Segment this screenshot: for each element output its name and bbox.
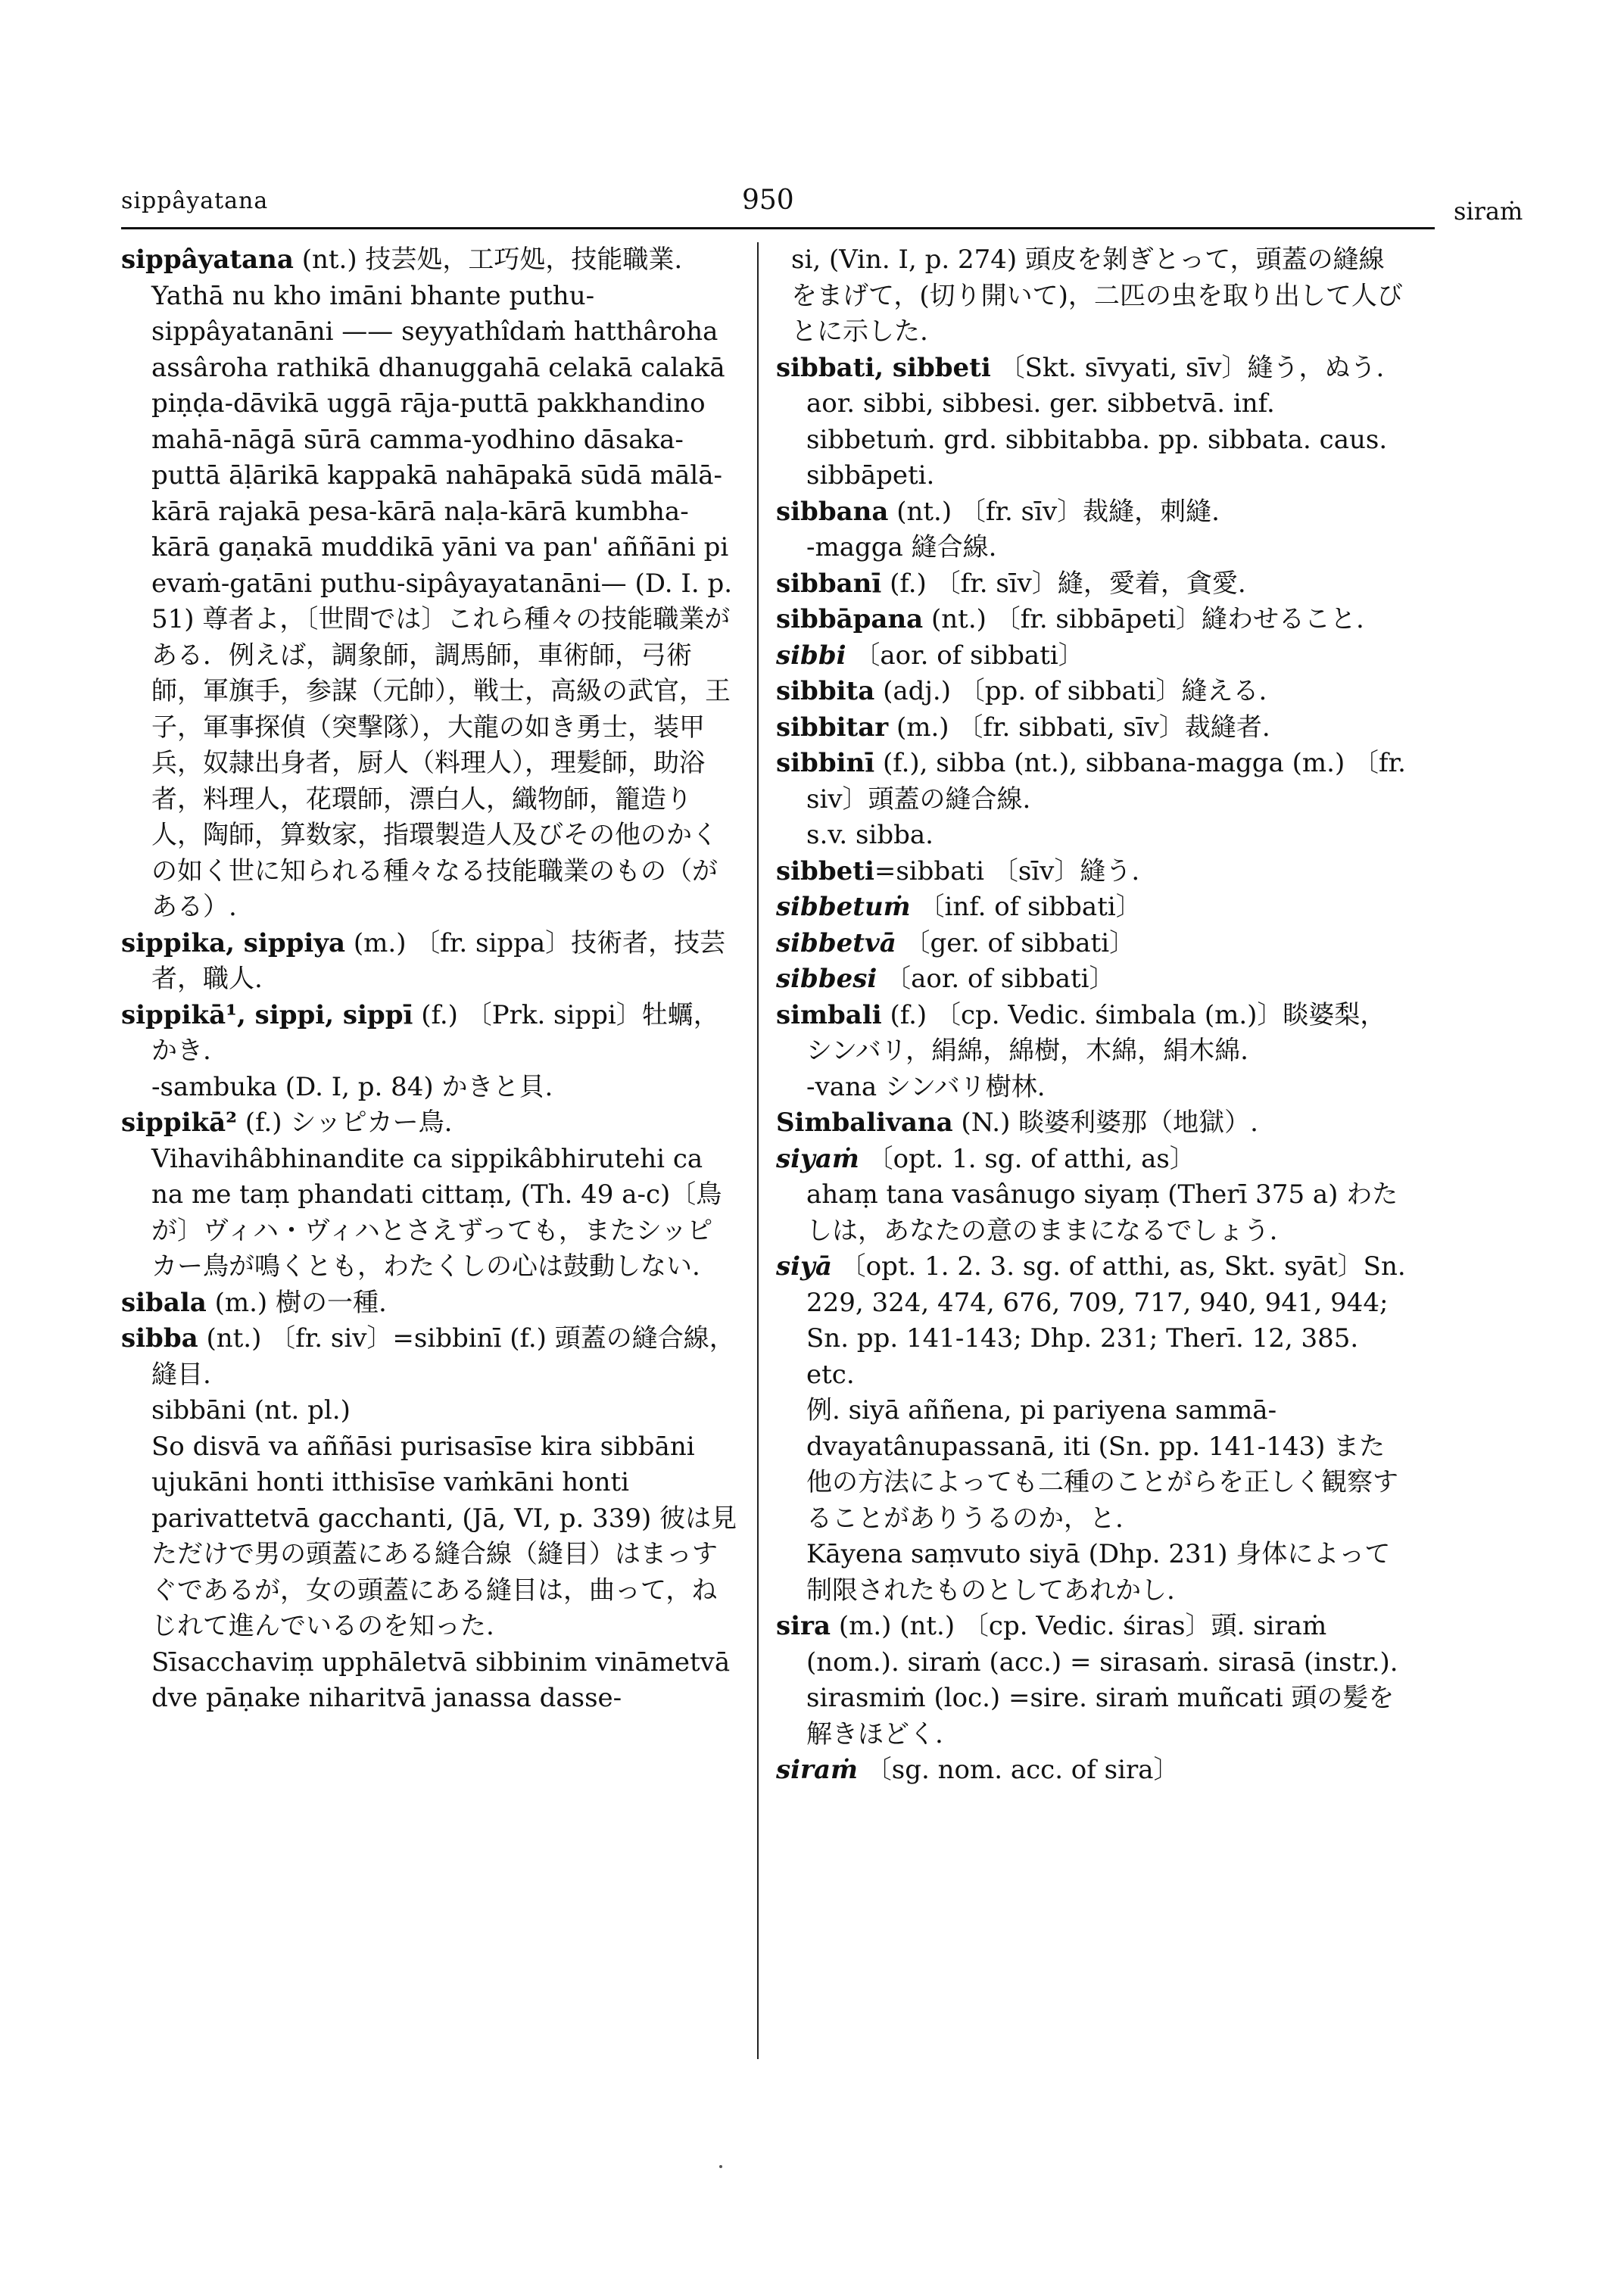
page-number: 950 (742, 185, 794, 216)
headword: sibbesi (776, 964, 877, 994)
continuation: si, (Vin. I, p. 274) 頭皮を剝ぎとって，頭蓋の縫線をまげて，(切り開いて)，二匹の虫を取り出して人びとに示した. (791, 245, 1403, 347)
headword: sibbetvā (776, 927, 896, 958)
subentry: -sambuka (D. I, p. 84) かきと貝. (151, 1071, 553, 1102)
definition: (m.) 〔fr. sibbati, sīv〕裁縫者. (888, 712, 1270, 743)
subentry: s.v. sibba. (806, 820, 934, 850)
subentry: -magga 縫合線. (806, 532, 997, 562)
entry (776, 710, 1408, 746)
headword: sibbana (776, 496, 889, 527)
entry (776, 602, 1408, 638)
headword: sibbi (776, 640, 846, 671)
subentry: sibbāni (nt. pl.) (151, 1395, 351, 1425)
entry (121, 1321, 738, 1393)
subentry: -vana シンバリ樹林. (806, 1071, 1046, 1102)
entry (776, 674, 1408, 710)
entry (776, 566, 1408, 603)
definition: 〔aor. of sibbati〕 (846, 640, 1084, 671)
headword: sippikā¹, sippi, sippī (121, 999, 413, 1030)
definition: 〔opt. 1. sg. of atthi, as〕 (859, 1143, 1195, 1174)
definition: (f.) シッピカー鳥. (237, 1108, 453, 1138)
example: Yathā nu kho imāni bhante puthu-sippâyatanāni —— seyyathîdaṁ hatthâroha assâroha rathikā dhanuggahā celakā calakā piṇḍa-dāvikā uggā rāja-puttā pakkhandino mahā-nāgā sūrā camma-yodhino dāsaka-puttā āḷārikā kappakā nahāpakā sūdā mālā-kārā rajakā pesa-kārā naḷa-kārā kumbha-kārā gaṇakā muddikā yāni va pan' aññāni pi evaṁ-gatāni puthu-sipâyayatanāni— (D. I. p. 51) 尊者よ，〔世間では〕これら種々の技能職業がある．例えば，調象師，調馬師，車術師，弓術師，軍旗手，参謀（元帥），戦士，高級の武官，王子，軍事探偵（突撃隊），大龍の如き勇士，装甲兵，奴隷出身者，厨人（料理人），理髪師，助浴者，料理人，花環師，漂白人，織物師，籠造り人，陶師，算数家，指環製造人及びその他のかくの如く世に知られる種々なる技能職業のもの（がある）. (151, 280, 733, 922)
entry (776, 889, 1408, 926)
definition: 〔sg. nom. acc. of sira〕 (857, 1755, 1180, 1785)
header-right-guideword: siraṁ (1454, 197, 1523, 226)
headword: sibbati, sibbeti (776, 352, 991, 383)
definition: (nt.) 〔fr. sibbāpeti〕縫わせること. (923, 604, 1364, 634)
entry (776, 926, 1408, 962)
definition: (adj.) 〔pp. of sibbati〕縫える. (874, 676, 1267, 706)
headword: Simbalivana (776, 1108, 953, 1138)
entry (121, 1105, 738, 1142)
entry (776, 494, 1408, 531)
example: ahaṃ tana vasânugo siyaṃ (Therī 375 a) わたしは，あなたの意のままになるでしょう. (806, 1179, 1398, 1246)
definition: (m.) (nt.) 〔cp. Vedic. śiras〕頭. siraṁ (nom.). siraṁ (acc.) = sirasaṁ. sirasā (instr.). sirasmiṁ (loc.) =sire. siraṁ muñcati 頭の髪を解きほどく. (806, 1611, 1398, 1749)
definition: 〔Skt. sīvyati, sīv〕縫う，ぬう. aor. sibbi, sibbesi. ger. sibbetvā. inf. sibbetuṁ. grd. sibbitabba. pp. sibbata. caus. sibbāpeti. (806, 352, 1388, 491)
definition: (m.) 〔fr. sippa〕技術者，技芸者，職人. (151, 927, 726, 994)
definition: (f.) 〔fr. sīv〕縫，愛着，貪愛. (881, 568, 1246, 599)
entry (776, 746, 1408, 818)
headword: sibba (121, 1323, 198, 1354)
column-divider (757, 242, 759, 2059)
definition: 〔aor. of sibbati〕 (877, 964, 1115, 994)
definition: 〔inf. of sibbati〕 (910, 892, 1142, 922)
example: So disvā va aññāsi purisasīse kira sibbāni ujukāni honti itthisīse vaṁkāni honti parivattetvā gacchanti, (Jā, VI, p. 339) 彼は見ただけで男の頭蓋にある縫合線（縫目）はまっすぐであるが，女の頭蓋にある縫目は，曲って，ねじれて進んでいるのを知った. (151, 1431, 737, 1641)
headword: sibbitar (776, 712, 889, 743)
entry (776, 998, 1408, 1070)
headword: sippâyatana (121, 245, 294, 275)
definition: (nt.) 〔fr. sīv〕裁縫，刺縫. (888, 496, 1220, 527)
entry (121, 926, 738, 998)
headword: sibbinī (776, 748, 875, 778)
entry (776, 961, 1408, 998)
scan-speck (719, 2165, 722, 2168)
left-column (121, 242, 738, 1717)
headword: sippika, sippiya (121, 927, 346, 958)
headword: sibbanī (776, 568, 882, 599)
definition: (f.) 〔cp. Vedic. śimbala (m.)〕睒婆梨，シンバリ，絹綿，綿樹，木綿，絹木綿. (806, 999, 1386, 1066)
entry (121, 1285, 738, 1322)
headword: siraṁ (776, 1755, 858, 1785)
headword: siyā (776, 1251, 832, 1282)
entry (776, 350, 1408, 494)
entry (776, 1105, 1408, 1142)
headword: sippikā² (121, 1108, 237, 1138)
definition: (m.) 樹の一種. (206, 1287, 387, 1318)
definition: =sibbati 〔sīv〕縫う. (874, 855, 1140, 886)
header-left-guideword: sippâyatana (121, 188, 269, 214)
headword: simbali (776, 999, 882, 1030)
entry (776, 1752, 1408, 1789)
entry (776, 854, 1408, 890)
definition: (nt.) 技芸処，工巧処，技能職業. (293, 245, 683, 275)
entry (121, 242, 738, 279)
entry (776, 638, 1408, 675)
headword: sibbāpana (776, 604, 924, 634)
definition: (f.) 〔Prk. sippi〕牡蠣，かき. (151, 999, 719, 1066)
headword: sibala (121, 1287, 207, 1318)
headword: sira (776, 1611, 831, 1641)
example: 例. siyā aññena, pi pariyena sammā-dvayatânupassanā, iti (Sn. pp. 141-143) また他の方法によっても二種のことがらを正しく観察することがありうるのか，と. (806, 1395, 1398, 1534)
entry (776, 1609, 1408, 1752)
definition: (nt.) 〔fr. siv〕=sibbinī (f.) 頭蓋の縫合線，縫目. (151, 1323, 735, 1390)
definition: 〔opt. 1. 2. 3. sg. of atthi, as, Skt. syāt〕Sn. 229, 324, 474, 676, 709, 717, 940, 941, 944; Sn. pp. 141-143; Dhp. 231; Therī. 12, 385. etc. (806, 1251, 1406, 1390)
example: Vihavihâbhinandite ca sippikâbhirutehi ca na me taṃ phandati cittaṃ, (Th. 49 a-c)〔鳥が〕ヴィハ・ヴィハとさえずっても，またシッピカー鳥が鳴くとも，わたくしの心は鼓動しない. (151, 1143, 722, 1282)
header-rule (121, 227, 1435, 229)
example: Sīsacchaviṃ upphāletvā sibbinim vināmetvā dve pāṇake niharitvā janassa dasse- (151, 1647, 731, 1713)
headword: sibbetuṁ (776, 892, 911, 922)
definition: (N.) 睒婆利婆那（地獄）. (952, 1108, 1258, 1138)
entry (121, 998, 738, 1070)
entry (776, 1142, 1408, 1178)
page-header (121, 185, 1624, 233)
entry (776, 1249, 1408, 1393)
example: Kāyena saṃvuto siyā (Dhp. 231) 身体によって制限されたものとしてあれかし. (806, 1539, 1391, 1606)
headword: siyaṁ (776, 1143, 859, 1174)
headword: sibbeti (776, 855, 874, 886)
definition: 〔ger. of sibbati〕 (896, 927, 1136, 958)
definition: (f.), sibba (nt.), sibbana-magga (m.) 〔fr. siv〕頭蓋の縫合線. (806, 748, 1406, 815)
headword: sibbita (776, 676, 875, 706)
right-column (776, 242, 1408, 1789)
